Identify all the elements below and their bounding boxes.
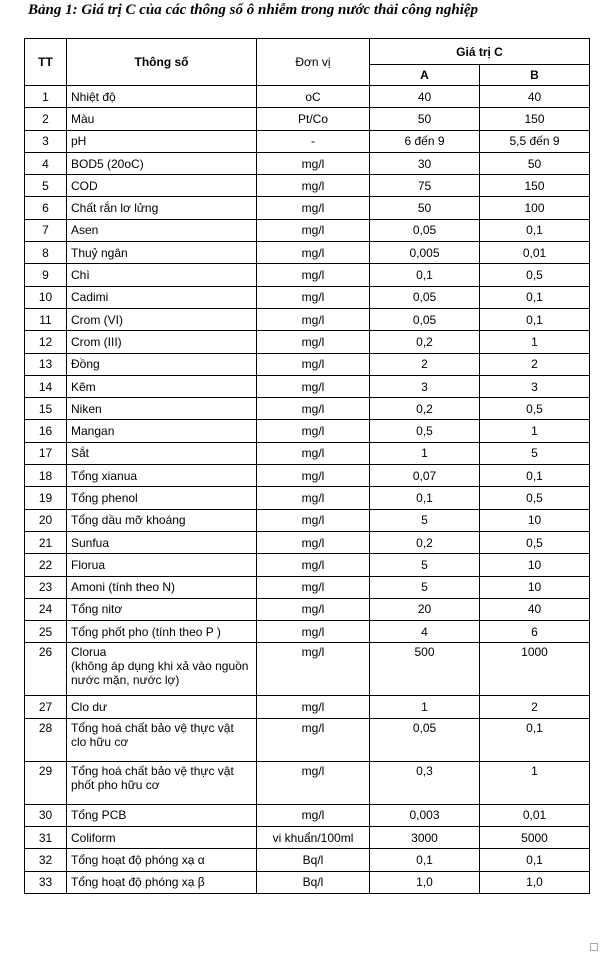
table-body: [25, 86, 590, 894]
row-value-b: 150: [480, 175, 590, 197]
table-row: [25, 804, 590, 826]
row-unit: oC: [257, 86, 370, 108]
row-parameter: Chất rắn lơ lửng: [67, 197, 257, 219]
table-row: [25, 242, 590, 264]
pollutant-table: [24, 38, 590, 894]
row-parameter: [67, 643, 257, 696]
row-value-a: 0,1: [370, 487, 480, 509]
table-row: [25, 643, 590, 696]
row-number: 26: [25, 643, 67, 696]
row-unit: mg/l: [257, 487, 370, 509]
row-parameter: Tổng hoạt độ phóng xạ α: [67, 849, 257, 871]
row-value-a: 30: [370, 152, 480, 174]
row-value-b: 0,1: [480, 308, 590, 330]
row-value-b: 100: [480, 197, 590, 219]
row-number: 24: [25, 598, 67, 620]
table-row: [25, 554, 590, 576]
row-parameter: Niken: [67, 398, 257, 420]
row-parameter: Crom (VI): [67, 308, 257, 330]
row-unit: mg/l: [257, 576, 370, 598]
row-value-b: 0,5: [480, 264, 590, 286]
row-parameter: Mangan: [67, 420, 257, 442]
table-row: [25, 621, 590, 643]
table-row: [25, 827, 590, 849]
row-number: 1: [25, 86, 67, 108]
row-value-b: 1000: [480, 643, 590, 696]
row-value-b: 5000: [480, 827, 590, 849]
table-row: [25, 761, 590, 804]
row-value-a: 0,2: [370, 398, 480, 420]
row-number: 29: [25, 761, 67, 804]
row-value-b: 0,1: [480, 718, 590, 761]
row-unit: mg/l: [257, 197, 370, 219]
row-value-a: 4: [370, 621, 480, 643]
row-unit: mg/l: [257, 554, 370, 576]
row-unit: Bq/l: [257, 849, 370, 871]
row-number: 21: [25, 531, 67, 553]
row-value-b: 40: [480, 598, 590, 620]
table-row: [25, 219, 590, 241]
row-number: 3: [25, 130, 67, 152]
row-unit: Pt/Co: [257, 108, 370, 130]
row-parameter: COD: [67, 175, 257, 197]
table-row: [25, 86, 590, 108]
row-parameter: Tổng phốt pho (tính theo P ): [67, 621, 257, 643]
header-unit: Đơn vị: [257, 39, 370, 86]
row-number: 14: [25, 375, 67, 397]
row-value-a: 6 đến 9: [370, 130, 480, 152]
row-number: 25: [25, 621, 67, 643]
table-row: [25, 487, 590, 509]
row-parameter: Tổng dầu mỡ khoáng: [67, 509, 257, 531]
row-unit: mg/l: [257, 353, 370, 375]
row-unit: -: [257, 130, 370, 152]
row-value-b: 5,5 đến 9: [480, 130, 590, 152]
row-value-a: 0,1: [370, 264, 480, 286]
row-value-a: 5: [370, 576, 480, 598]
row-value-b: 0,01: [480, 804, 590, 826]
row-unit: mg/l: [257, 308, 370, 330]
table-row: [25, 130, 590, 152]
row-number: 6: [25, 197, 67, 219]
table-row: [25, 442, 590, 464]
row-value-b: 0,1: [480, 286, 590, 308]
row-value-b: 10: [480, 509, 590, 531]
row-value-a: 50: [370, 108, 480, 130]
row-parameter: Tổng nitơ: [67, 598, 257, 620]
row-number: 12: [25, 331, 67, 353]
row-value-a: 0,2: [370, 531, 480, 553]
row-parameter: Chì: [67, 264, 257, 286]
row-value-a: 0,1: [370, 849, 480, 871]
table-row: [25, 871, 590, 893]
row-number: 18: [25, 465, 67, 487]
row-number: 4: [25, 152, 67, 174]
row-unit: mg/l: [257, 264, 370, 286]
table-row: [25, 576, 590, 598]
row-unit: mg/l: [257, 621, 370, 643]
row-value-a: 0,5: [370, 420, 480, 442]
row-unit: mg/l: [257, 442, 370, 464]
row-value-a: 3000: [370, 827, 480, 849]
row-value-b: 2: [480, 353, 590, 375]
table-row: [25, 509, 590, 531]
row-value-a: 0,05: [370, 286, 480, 308]
header-col-a: A: [370, 65, 480, 86]
row-parameter: pH: [67, 130, 257, 152]
row-number: 17: [25, 442, 67, 464]
row-number: 10: [25, 286, 67, 308]
row-number: 11: [25, 308, 67, 330]
row-parameter-name: Clorua: [71, 645, 107, 660]
row-number: 7: [25, 219, 67, 241]
row-number: 5: [25, 175, 67, 197]
row-unit: mg/l: [257, 761, 370, 804]
corner-marker: [590, 943, 598, 951]
row-value-a: 1: [370, 442, 480, 464]
row-unit: mg/l: [257, 718, 370, 761]
table-row: [25, 286, 590, 308]
row-parameter: Coliform: [67, 827, 257, 849]
row-parameter: Màu: [67, 108, 257, 130]
row-parameter: Kẽm: [67, 375, 257, 397]
row-value-a: 0,05: [370, 219, 480, 241]
row-value-a: 0,3: [370, 761, 480, 804]
row-parameter: Amoni (tính theo N): [67, 576, 257, 598]
row-value-b: 40: [480, 86, 590, 108]
row-value-a: 1: [370, 696, 480, 718]
row-value-b: 6: [480, 621, 590, 643]
row-number: 32: [25, 849, 67, 871]
row-parameter: Nhiệt độ: [67, 86, 257, 108]
table-row: [25, 398, 590, 420]
row-value-b: 50: [480, 152, 590, 174]
row-parameter: Florua: [67, 554, 257, 576]
row-number: 9: [25, 264, 67, 286]
table-row: [25, 264, 590, 286]
row-parameter: Sunfua: [67, 531, 257, 553]
row-number: 8: [25, 242, 67, 264]
row-unit: mg/l: [257, 465, 370, 487]
row-parameter: Tổng hoá chất bảo vệ thực vật clo hữu cơ: [67, 718, 257, 761]
row-value-a: 0,005: [370, 242, 480, 264]
row-unit: mg/l: [257, 242, 370, 264]
row-unit: mg/l: [257, 331, 370, 353]
row-value-b: 5: [480, 442, 590, 464]
table-caption: Bảng 1: Giá trị C của các thông số ô nhiễm trong nước thải công nghiệp: [28, 2, 479, 18]
row-value-a: 0,05: [370, 718, 480, 761]
table-row: [25, 331, 590, 353]
row-parameter: Đồng: [67, 353, 257, 375]
row-unit: mg/l: [257, 509, 370, 531]
row-value-b: 0,1: [480, 219, 590, 241]
row-number: 30: [25, 804, 67, 826]
table-row: [25, 152, 590, 174]
row-value-a: 5: [370, 509, 480, 531]
row-value-b: 1: [480, 331, 590, 353]
row-value-a: 0,07: [370, 465, 480, 487]
row-unit: mg/l: [257, 286, 370, 308]
row-number: 31: [25, 827, 67, 849]
row-value-a: 2: [370, 353, 480, 375]
header-tt: TT: [25, 39, 67, 86]
row-value-a: 0,003: [370, 804, 480, 826]
row-number: 19: [25, 487, 67, 509]
row-parameter: Crom (III): [67, 331, 257, 353]
header-value-group: Giá trị C: [370, 39, 590, 65]
table-row: [25, 308, 590, 330]
row-value-b: 2: [480, 696, 590, 718]
row-unit: mg/l: [257, 696, 370, 718]
row-parameter: Tổng phenol: [67, 487, 257, 509]
row-number: 13: [25, 353, 67, 375]
row-value-a: 1,0: [370, 871, 480, 893]
row-value-b: 150: [480, 108, 590, 130]
row-unit: mg/l: [257, 804, 370, 826]
table-row: [25, 718, 590, 761]
row-parameter: Tổng PCB: [67, 804, 257, 826]
table-row: [25, 465, 590, 487]
table-row: [25, 420, 590, 442]
row-parameter: Thuỷ ngân: [67, 242, 257, 264]
table-row: [25, 197, 590, 219]
row-value-b: 0,1: [480, 849, 590, 871]
row-parameter: Clo dư: [67, 696, 257, 718]
row-parameter: Tổng hoá chất bảo vệ thực vật phốt pho hữu cơ: [67, 761, 257, 804]
row-value-b: 0,5: [480, 398, 590, 420]
row-number: 28: [25, 718, 67, 761]
row-value-a: 75: [370, 175, 480, 197]
row-parameter: Asen: [67, 219, 257, 241]
row-unit: mg/l: [257, 375, 370, 397]
row-value-b: 1: [480, 761, 590, 804]
row-value-b: 1: [480, 420, 590, 442]
row-number: 23: [25, 576, 67, 598]
row-unit: mg/l: [257, 152, 370, 174]
row-value-b: 1,0: [480, 871, 590, 893]
row-number: 22: [25, 554, 67, 576]
row-value-b: 10: [480, 576, 590, 598]
row-number: 16: [25, 420, 67, 442]
row-value-a: 50: [370, 197, 480, 219]
row-unit: mg/l: [257, 219, 370, 241]
row-parameter: BOD5 (20oC): [67, 152, 257, 174]
row-unit: mg/l: [257, 643, 370, 696]
table-row: [25, 108, 590, 130]
table-row: [25, 696, 590, 718]
row-parameter: Cadimi: [67, 286, 257, 308]
row-unit: mg/l: [257, 598, 370, 620]
row-number: 2: [25, 108, 67, 130]
table-row: [25, 375, 590, 397]
row-value-b: 3: [480, 375, 590, 397]
table-row: [25, 175, 590, 197]
row-value-b: 0,5: [480, 531, 590, 553]
row-unit: mg/l: [257, 531, 370, 553]
row-value-a: 5: [370, 554, 480, 576]
row-value-a: 40: [370, 86, 480, 108]
table-row: [25, 849, 590, 871]
row-unit: mg/l: [257, 420, 370, 442]
row-value-a: 3: [370, 375, 480, 397]
table-row: [25, 598, 590, 620]
row-parameter: Sắt: [67, 442, 257, 464]
row-parameter-note: (không áp dụng khi xả vào nguồn nước mặn, nước lợ): [71, 659, 249, 688]
row-number: 20: [25, 509, 67, 531]
row-number: 27: [25, 696, 67, 718]
table-row: [25, 353, 590, 375]
row-unit: mg/l: [257, 398, 370, 420]
table-row: [25, 531, 590, 553]
row-value-b: 0,1: [480, 465, 590, 487]
row-number: 33: [25, 871, 67, 893]
row-value-a: 500: [370, 643, 480, 696]
row-value-a: 0,05: [370, 308, 480, 330]
row-unit: Bq/l: [257, 871, 370, 893]
row-value-b: 10: [480, 554, 590, 576]
row-unit: vi khuẩn/100ml: [257, 827, 370, 849]
row-value-a: 20: [370, 598, 480, 620]
row-unit: mg/l: [257, 175, 370, 197]
header-param: Thông số: [67, 39, 257, 86]
row-parameter: Tổng xianua: [67, 465, 257, 487]
row-value-b: 0,01: [480, 242, 590, 264]
header-col-b: B: [480, 65, 590, 86]
row-parameter: Tổng hoạt độ phóng xạ β: [67, 871, 257, 893]
row-value-b: 0,5: [480, 487, 590, 509]
row-value-a: 0,2: [370, 331, 480, 353]
row-number: 15: [25, 398, 67, 420]
